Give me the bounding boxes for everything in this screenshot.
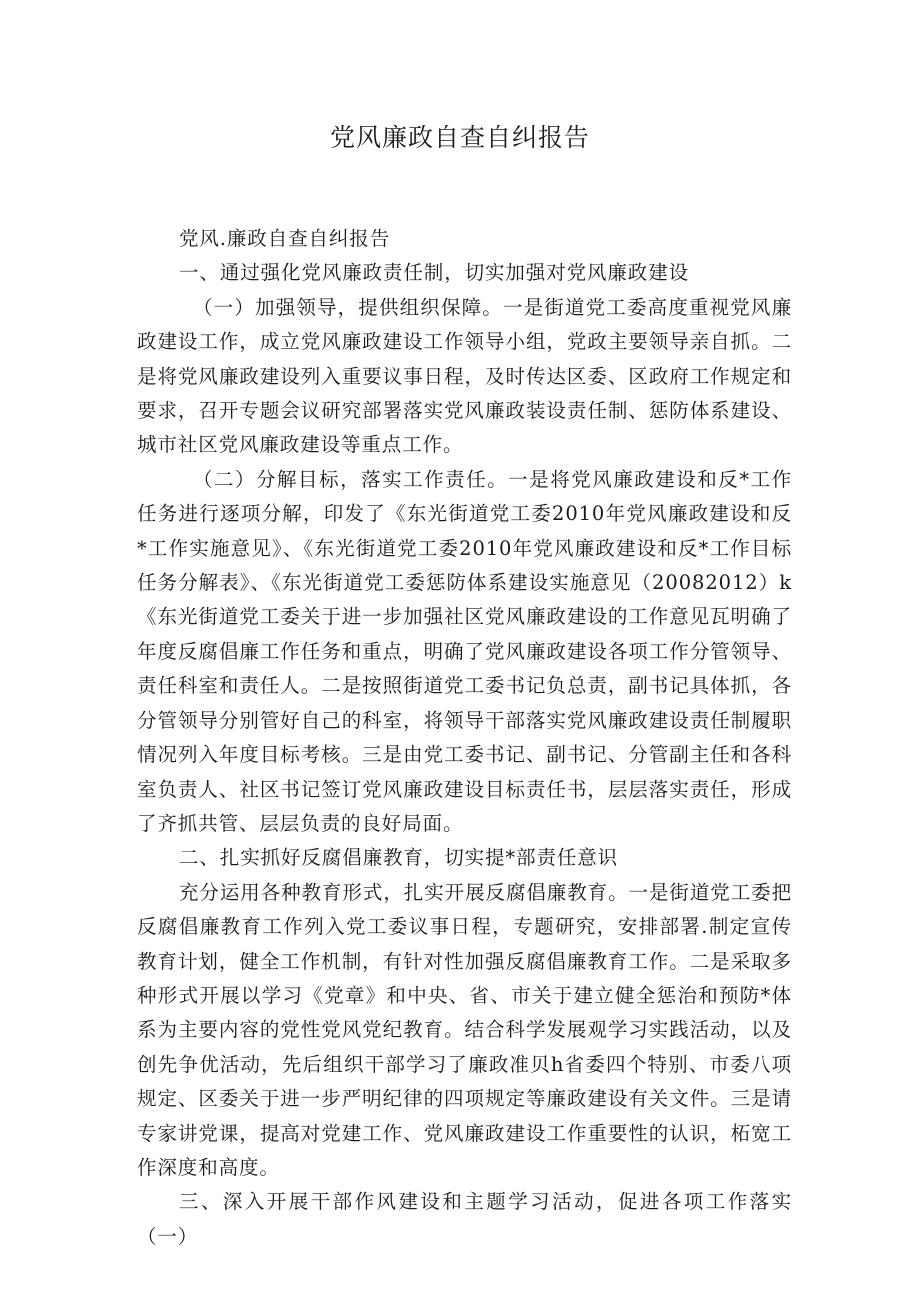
- subtitle-paragraph: 党风.廉政自查自纠报告: [179, 227, 391, 250]
- paragraph-responsibility: （二）分解目标，落实工作责任。一是将党风廉政建设和反*工作任务进行逐项分解，印发了《东光街道党工委2010年党风廉政建设和反*工作实施意见》、《东光街道党工委2010年党风廉政建设和反*工作目标任务分解表》、《东光街道党工委惩防体系建设实施意见（20082012）k《东光街道党工委关于进一步加强社区党风廉政建设的工作意见瓦明确了年度反腐倡廉工作任务和重点，明确了党风廉政建设各项工作分管领导、责任科室和责任人。二是按照街道党工委书记负总责，副书记具体抓，各分管领导分别管好自己的科室，将领导干部落实党风廉政建设责任制履职情况列入年度目标考核。三是由党工委书记、副书记、分管副主任和各科室负责人、社区书记签订党风廉政建设目标责任书，层层落实责任，形成了齐抓共管、层层负责的良好局面。: [137, 467, 792, 835]
- paragraph-leadership: （一）加强领导，提供组织保障。一是街道党工委高度重视党风廉政建设工作，成立党风廉政建设工作领导小组，党政主要领导亲自抓。二是将党风廉政建设列入重要议事日程，及时传达区委、区政府工作规定和要求，召开专题会议研究部署落实党风廉政装设责任制、惩防体系建设、城市社区党风廉政建设等重点工作。: [137, 295, 792, 457]
- document-body: [137, 222, 792, 1254]
- section-heading-2: 二、扎实抓好反腐倡廉教育，切实提*部责任意识: [179, 846, 619, 870]
- paragraph-education: 充分运用各种教育形式，扎实开展反腐倡廉教育。一是街道党工委把反腐倡廉教育工作列入党工委议事日程，专题研究，安排部署.制定宣传教育计划，健全工作机制，有针对性加强反腐倡廉教育工作。二是采取多种形式开展以学习《党章》和中央、省、市关于建立健全惩治和预防*体系为主要内容的党性党风党纪教育。结合科学发展观学习实践活动，以及创先争优活动，先后组织干部学习了廉政准贝h省委四个特别、市委八项规定、区委关于进一步严明纪律的四项规定等廉政建设有关文件。三是请专家讲党课，提高对党建工作、党风廉政建设工作重要性的认识，柘宽工作深度和高度。: [137, 880, 792, 1179]
- section-heading-1: 一、通过强化党风廉政责任制，切实加强对党风廉政建设: [179, 261, 690, 285]
- section-heading-3: 三、深入开展干部作风建设和主题学习活动，促进各项工作落实（一）: [137, 1190, 792, 1248]
- document-title: 党风廉政自查自纠报告: [329, 123, 590, 152]
